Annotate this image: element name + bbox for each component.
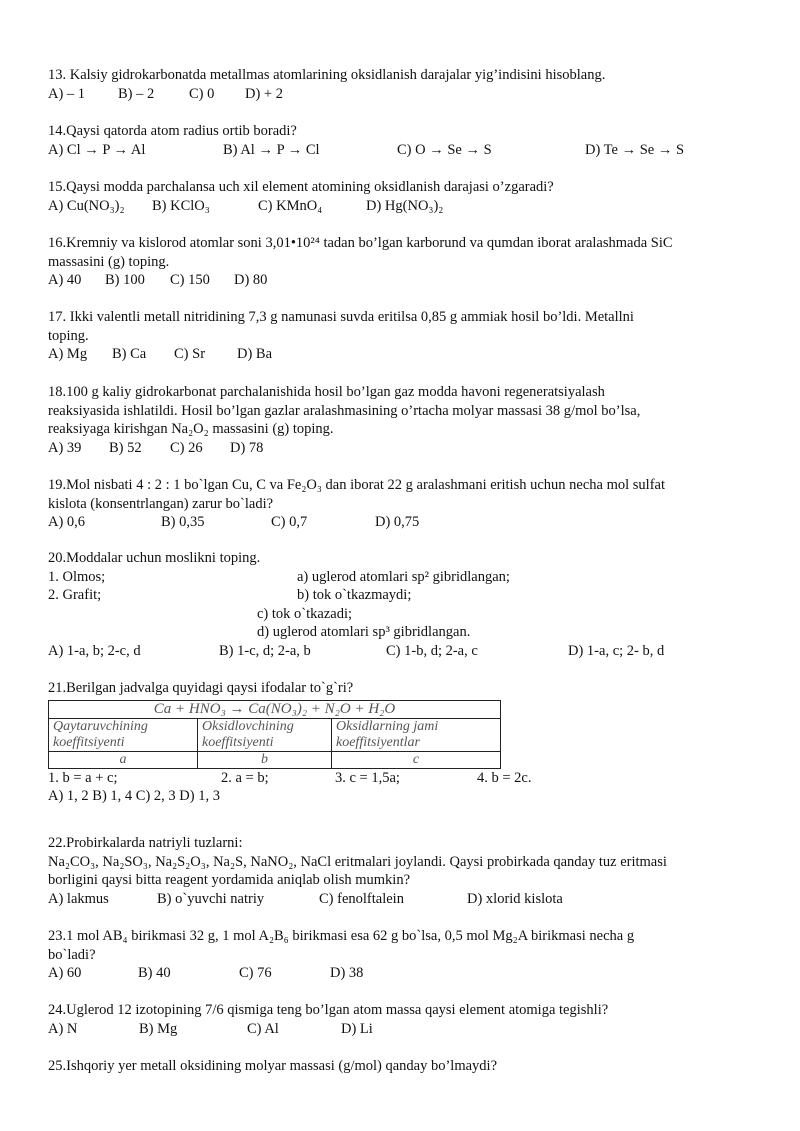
question-24 bbox=[48, 1001, 760, 1038]
option-d[interactable]: D) 0,75 bbox=[375, 514, 420, 530]
option-c[interactable]: C) 150 bbox=[170, 272, 210, 288]
statements bbox=[48, 769, 760, 788]
question-23 bbox=[48, 927, 760, 983]
option-d[interactable]: D) xlorid kislota bbox=[467, 890, 563, 907]
question-text-line: 19.Mol nisbati 4 : 2 : 1 bo`lgan Cu, C va Fe₂O₃ dan iborat 22 g aralashmani eritish uchun necha mol sulfat bbox=[48, 477, 665, 493]
option-c[interactable]: C) Sr bbox=[174, 346, 206, 362]
answer-options bbox=[48, 197, 760, 216]
option-a[interactable]: A) Cl → P → Al bbox=[48, 141, 146, 158]
table-value-cell: c bbox=[332, 751, 501, 768]
question-15 bbox=[48, 178, 760, 215]
table-header-cell: Qaytaruvchining koeffitsiyenti bbox=[49, 718, 198, 751]
option-c[interactable]: C) 1-b, d; 2-a, c bbox=[386, 642, 478, 659]
statement-1: 1. b = a + c; bbox=[48, 769, 118, 786]
table-header-cell: Oksidlovchining koeffitsiyenti bbox=[198, 718, 332, 751]
match-row bbox=[48, 605, 760, 624]
option-d[interactable]: D) 80 bbox=[234, 272, 268, 288]
option-b[interactable]: B) 100 bbox=[105, 272, 145, 288]
option-a[interactable]: A) N bbox=[48, 1020, 78, 1037]
option-a[interactable]: A) 0,6 bbox=[48, 514, 86, 530]
match-right-item: c) tok o`tkazadi; bbox=[257, 605, 353, 622]
question-text-line: kislota (konsentrlangan) zarur bo`ladi? bbox=[48, 495, 274, 512]
answer-options bbox=[48, 141, 760, 160]
option-b[interactable]: B) Ca bbox=[112, 346, 147, 362]
option-a[interactable]: A) 60 bbox=[48, 965, 82, 981]
option-c[interactable]: C) O → Se → S bbox=[397, 141, 492, 158]
question-text-line: reaksiyasida ishlatildi. Hosil bo’lgan gazlar aralashmasining o’rtacha molyar massasi 38 g/mol bo’lsa, bbox=[48, 402, 641, 419]
option-c[interactable]: C) 0 bbox=[189, 85, 215, 102]
option-a[interactable]: A) lakmus bbox=[48, 890, 109, 907]
match-right-item: d) uglerod atomlari sp³ gibridlangan. bbox=[257, 624, 471, 640]
answer-options bbox=[48, 1020, 760, 1039]
question-text-line: 17. Ikki valentli metall nitridining 7,3 g namunasi suvda eritilsa 0,85 g ammiak hosil bo’ldi. Metallni bbox=[48, 309, 634, 325]
option-d[interactable]: D) Ba bbox=[237, 346, 273, 362]
question-text: 15.Qaysi modda parchalansa uch xil element atomining oksidlanish darajasi o’zgaradi? bbox=[48, 179, 554, 195]
question-text-line: 23.1 mol AB₄ birikmasi 32 g, 1 mol A₂B₆ birikmasi esa 62 g bo`lsa, 0,5 mol Mg₂A birikmasi necha g bbox=[48, 928, 635, 944]
option-b[interactable]: B) 52 bbox=[109, 439, 142, 456]
option-b[interactable]: B) KClO₃ bbox=[152, 197, 210, 214]
question-20 bbox=[48, 549, 760, 660]
option-b[interactable]: B) 0,35 bbox=[161, 514, 205, 530]
answer-options bbox=[48, 85, 760, 104]
option-a[interactable]: A) Cu(NO₃)₂ bbox=[48, 197, 125, 214]
answer-options bbox=[48, 642, 760, 661]
question-18 bbox=[48, 383, 760, 457]
option-b[interactable]: B) o`yuvchi natriy bbox=[157, 890, 265, 907]
match-left-item: 2. Grafit; bbox=[48, 587, 102, 603]
question-text-line: 22.Probirkalarda natriyli tuzlarni: bbox=[48, 835, 243, 851]
answer-options[interactable]: A) 1, 2 B) 1, 4 C) 2, 3 D) 1, 3 bbox=[48, 788, 220, 804]
question-text-line: borligini qaysi bitta reagent yordamida aniqlab olish mumkin? bbox=[48, 872, 411, 888]
question-text: 25.Ishqoriy yer metall oksidining molyar massasi (g/mol) qanday bo’lmaydi? bbox=[48, 1058, 498, 1074]
reaction-table bbox=[48, 700, 501, 769]
question-text-line: bo`ladi? bbox=[48, 946, 96, 963]
question-17 bbox=[48, 308, 760, 364]
question-19 bbox=[48, 476, 760, 532]
option-a[interactable]: A) 40 bbox=[48, 272, 82, 288]
question-21 bbox=[48, 679, 760, 806]
option-b[interactable]: B) 1-c, d; 2-a, b bbox=[219, 642, 311, 659]
option-c[interactable]: C) KMnO₄ bbox=[258, 197, 323, 214]
answer-options bbox=[48, 271, 760, 290]
statement-4: 4. b = 2c. bbox=[477, 769, 532, 786]
option-c[interactable]: C) Al bbox=[247, 1020, 279, 1037]
table-value-cell: a bbox=[49, 751, 198, 768]
answer-options bbox=[48, 439, 760, 458]
match-left-item: 1. Olmos; bbox=[48, 568, 106, 585]
question-text-line: reaksiyaga kirishgan Na₂O₂ massasini (g) toping. bbox=[48, 421, 334, 437]
option-c[interactable]: C) 0,7 bbox=[271, 514, 308, 530]
option-b[interactable]: B) Mg bbox=[139, 1020, 178, 1037]
question-text: 20.Moddalar uchun moslikni toping. bbox=[48, 550, 261, 566]
option-d[interactable]: D) Hg(NO₃)₂ bbox=[366, 197, 444, 214]
option-c[interactable]: C) 26 bbox=[170, 439, 203, 456]
option-d[interactable]: D) Li bbox=[341, 1020, 373, 1037]
option-d[interactable]: D) Te → Se → S bbox=[585, 141, 685, 158]
question-16 bbox=[48, 234, 760, 290]
option-d[interactable]: D) + 2 bbox=[245, 85, 283, 102]
answer-options bbox=[48, 513, 760, 532]
question-14 bbox=[48, 122, 760, 159]
question-25 bbox=[48, 1057, 760, 1076]
question-text-line: toping. bbox=[48, 327, 89, 344]
match-right-item: a) uglerod atomlari sp² gibridlangan; bbox=[297, 568, 510, 585]
match-row bbox=[48, 586, 760, 605]
option-a[interactable]: A) – 1 bbox=[48, 85, 86, 102]
reaction-equation: Ca + HNO₃ → Ca(NO₃)₂ + N₂O + H₂O bbox=[49, 700, 501, 718]
question-text: 21.Berilgan jadvalga quyidagi qaysi ifodalar to`g`ri? bbox=[48, 680, 354, 696]
option-b[interactable]: B) 40 bbox=[138, 965, 171, 981]
match-right-item: b) tok o`tkazmaydi; bbox=[297, 587, 412, 603]
question-text: 14.Qaysi qatorda atom radius ortib boradi? bbox=[48, 123, 297, 139]
answer-options bbox=[48, 964, 760, 983]
option-d[interactable]: D) 78 bbox=[230, 439, 264, 456]
option-d[interactable]: D) 38 bbox=[330, 965, 364, 981]
option-b[interactable]: B) – 2 bbox=[118, 85, 155, 102]
question-text-line: Na₂CO₃, Na₂SO₃, Na₂S₂O₃, Na₂S, NaNO₂, NaCl eritmalari joylandi. Qaysi probirkada qanday tuz eritmasi bbox=[48, 853, 667, 870]
question-13 bbox=[48, 66, 760, 103]
question-text-line: 18.100 g kaliy gidrokarbonat parchalanishida hosil bo’lgan gaz modda havoni regeneratsiyalash bbox=[48, 384, 605, 400]
option-a[interactable]: A) 39 bbox=[48, 439, 82, 456]
option-c[interactable]: C) 76 bbox=[239, 965, 272, 981]
match-row bbox=[48, 623, 760, 642]
table-header-cell: Oksidlarning jami koeffitsiyentlar bbox=[332, 718, 501, 751]
option-a[interactable]: A) 1-a, b; 2-c, d bbox=[48, 642, 141, 659]
answer-options bbox=[48, 890, 760, 909]
question-text-line: massasini (g) toping. bbox=[48, 253, 170, 270]
match-row bbox=[48, 568, 760, 587]
question-text-line: 16.Kremniy va kislorod atomlar soni 3,01•10²⁴ tadan bo’lgan karborund va qumdan iborat aralashmada SiC bbox=[48, 235, 673, 251]
statement-3: 3. c = 1,5a; bbox=[335, 769, 400, 786]
statement-2: 2. a = b; bbox=[221, 769, 269, 786]
table-value-cell: b bbox=[198, 751, 332, 768]
option-c[interactable]: C) fenolftalein bbox=[319, 890, 404, 907]
question-text: 13. Kalsiy gidrokarbonatda metallmas atomlarining oksidlanish darajalar yig’indisini hisoblang. bbox=[48, 67, 606, 83]
option-a[interactable]: A) Mg bbox=[48, 346, 88, 362]
answer-options bbox=[48, 345, 760, 364]
option-d[interactable]: D) 1-a, c; 2- b, d bbox=[568, 642, 665, 659]
option-b[interactable]: B) Al → P → Cl bbox=[223, 141, 320, 158]
question-22 bbox=[48, 834, 760, 908]
question-text: 24.Uglerod 12 izotopining 7/6 qismiga teng bo’lgan atom massa qaysi element atomiga tegishli? bbox=[48, 1002, 609, 1018]
